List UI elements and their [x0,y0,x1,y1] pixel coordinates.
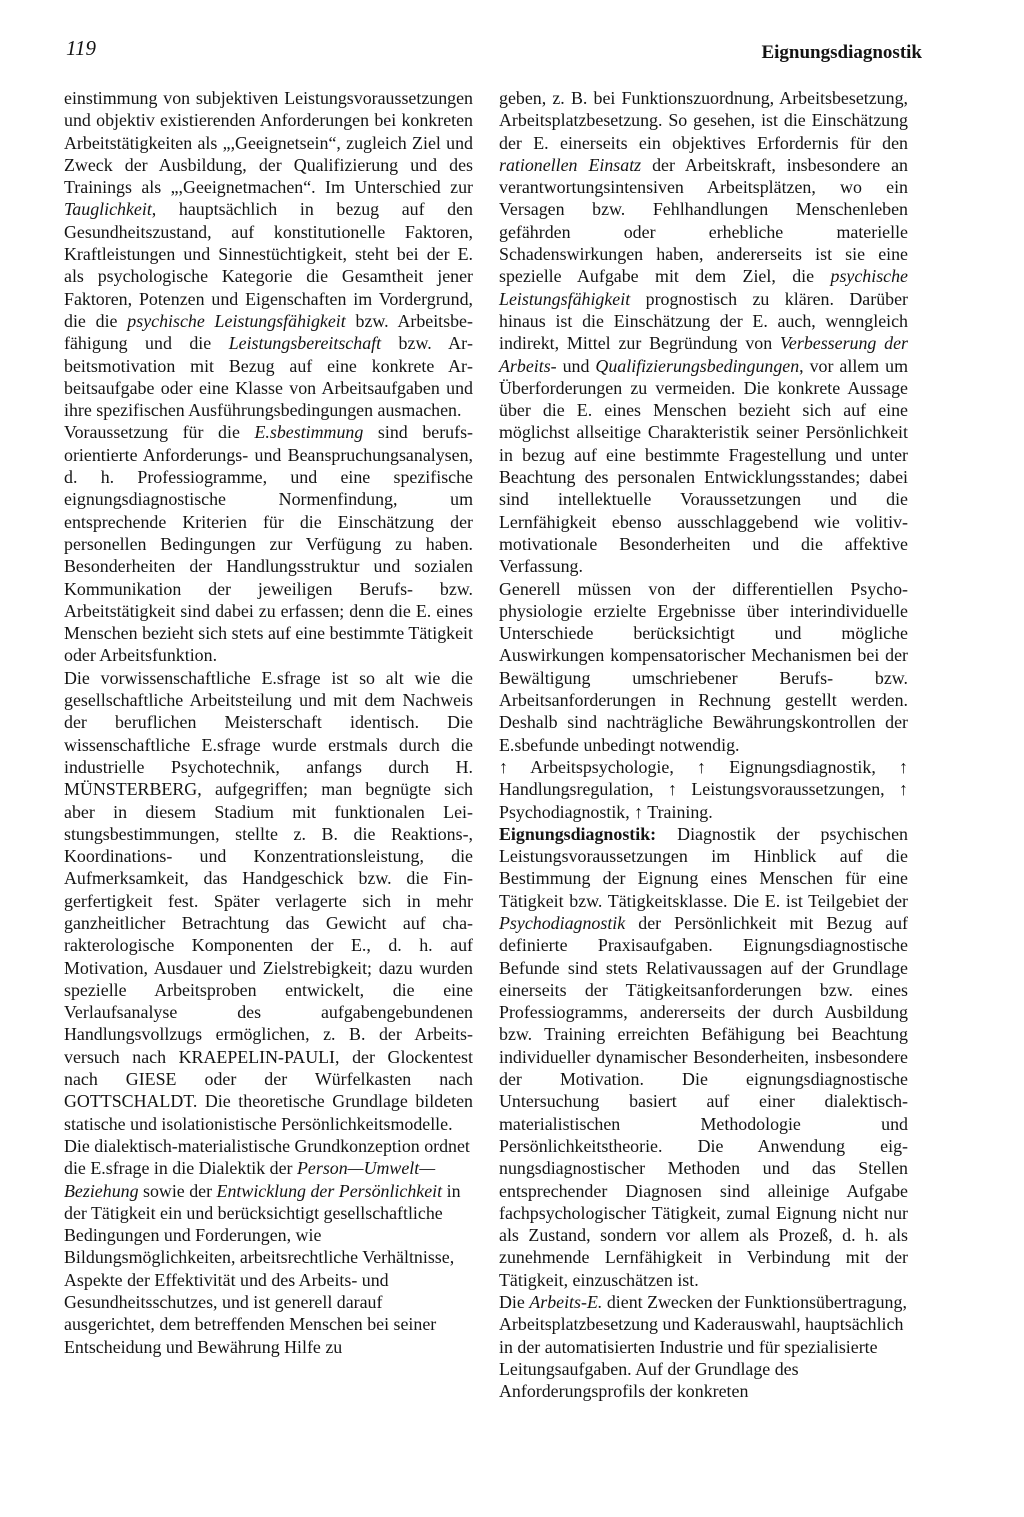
running-head: Eignungsdiagnostik [761,42,922,63]
entry-term: Eignungsdiagnostik: [499,823,657,844]
right-paragraph-1: geben, z. B. bei Funktionszuordnung, Arbeitsbesetzung, Arbeitsplatzbesetzung. So gesehen, ist die Einschätzung der E. einerseits ein objektives Erfordernis für den rationellen Einsatz der Arbeitskraft, insbesondere an verantwortungsintensiven Arbeitsplätzen, wo ein Versagen bzw. Fehlhandlungen Menschenleben gefährden oder erhebliche materielle Schadenswirkungen haben, andererseits ist sie eine spezielle Aufgabe mit dem Ziel, die psychische Leistungsfähigkeit prognostisch zu klären. Darüber hinaus ist die Einschätzung der E. auch, wenngleich indirekt, Mittel zur Begründung von Verbesserung der Arbeits- und Qualifizierungsbedingungen, vor allem um Überforderungen zu vermeiden. Die konkrete Aussage über die E. eines Menschen bezieht sich auf eine möglichst allseitige Charakteristik seiner Persönlichkeit in bezug auf eine bestimmte Fragestellung und unter Beachtung des personalen Entwicklungsstandes; dabei sind intellektuelle Voraussetzungen und die Lernfähigkeit ebenso ausschlaggebend wie volitiv-motivationale Besonderheiten und die affektive Verfassung. [499,88,909,577]
cross-references: ↑ Arbeitspsychologie, ↑ Eignungsdiagnostik, ↑ Handlungsregulation, ↑ Leistungsvoraussetzungen, ↑ Psychodiagnostik, ↑ Training. [499,756,908,822]
right-paragraph-last: Die Arbeits-E. dient Zwecken der Funktionsübertragung, Arbeitsplatzbesetzung und Kaderauswahl, hauptsächlich in der automatisierten Industrie und für spezialisierte Leitungsaufgaben. Auf der Grundlage des Anforderungsprofils der konkreten [499,1292,907,1402]
left-column [64,87,473,1358]
left-paragraph-1: einstimmung von subjektiven Leistungsvoraussetzungen und objektiv existierenden Anforderungen bei konkreten Arbeitstätigkeiten als „,Geeignetsein“, zugleich Ziel und Zweck der Ausbildung, der Qualifizierung und des Trainings als „,Geeignetmachen“. Im Unterschied zur Tauglichkeit, hauptsächlich in bezug auf den Gesundheitszustand, auf konstitutionelle Faktoren, Kraftleistungen und Sinnestüchtigkeit, steht bei der E. als psychologische Kategorie die Gesamtheit jener Faktoren, Potenzen und Eigenschaften im Vordergrund, die die psychische Leistungsfähigkeit bzw. Arbeitsbefähigung und die Leistungsbereitschaft bzw. Arbeitsmotivation mit Bezug auf eine konkrete Arbeitsaufgabe oder eine Klasse von Arbeitsaufgaben und ihre spezifischen Ausführungsbedingungen ausmachen. [64,88,473,421]
left-paragraph-2: Voraussetzung für die E.sbestimmung sind berufsorientierte Anforderungs- und Beanspruchungsanalysen, d. h. Professiogramme, und eine spezifische eignungsdiagnostische Normenfindung, um entsprechende Kriterien für die Einschätzung der personellen Bedingungen zur Verfügung zu haben. Besonderheiten der Handlungsstruktur und sozialen Kommunikation der jeweiligen Berufs- bzw. Arbeitstätigkeit sind dabei zu erfassen; denn die E. eines Menschen bezieht sich stets auf eine bestimmte Tätigkeit oder Arbeitsfunktion. [64,422,473,666]
dictionary-entry: Eignungsdiagnostik: Diagnostik der psychischen Leistungsvoraussetzungen im Hinblick auf die Bestimmung der Eignung eines Menschen für eine Tätigkeit bzw. Tätigkeitsklasse. Die E. ist Teilgebiet der Psychodiagnostik der Persönlichkeit mit Bezug auf definierte Praxisaufgaben. Eignungsdiagnostische Befunde sind stets Relativaussagen auf der Grundlage einerseits der Tätigkeitsanforderungen bzw. eines Professiogramms, andererseits der durch Ausbildung bzw. Training erreichten Befähigung bei Beachtung individueller dynamischer Besonderheiten, insbesondere der Motivation. Die eignungsdiagnostische Untersuchung basiert auf einer dialektisch-materialistischen Methodologie und Persönlichkeitstheorie. Die Anwendung eignungsdiagnostischer Methoden und das Stellen entsprechender Diagnosen sind alleinige Aufgabe fachpsychologischer Tätigkeit, zumal Eignung nicht nur als Zustand, sondern vor allem als Prozeß, d. h. als zunehmende Lernfähigkeit in Verbindung mit der Tätigkeit, einzuschätzen ist. [499,823,908,1290]
left-paragraph-3: Die vorwissenschaftliche E.sfrage ist so alt wie die gesellschaftliche Arbeitsteilung und mit dem Nachweis der beruflichen Meisterschaft identisch. Die wissenschaftliche E.sfrage wurde erstmals durch die industrielle Psychotechnik, anfangs durch H. MÜNSTERBERG, aufgegriffen; man begnügte sich aber in diesem Stadium mit funktionalen Leistungsbestimmungen, stellte z. B. die Reaktions-, Koordinations- und Konzentrationsleistung, die Aufmerksamkeit, das Handgeschick bzw. die Fingerfertigkeit fest. Später verlagerte sich in mehr ganzheitlicher Betrachtung das Gewicht auf charakterologische Komponenten der E., d. h. auf Motivation, Ausdauer und Zielstrebigkeit; dazu wurden spezielle Arbeitsproben entwickelt, die eine Verlaufsanalyse des aufgabengebundenen Handlungsvollzugs ermöglichen, z. B. der Arbeitsversuch nach KRAEPELIN-PAULI, der Glockentest nach GIESE oder der Würfelkasten nach GOTTSCHALDT. Die theoretische Grundlage bildeten statische und isolationistische Persönlichkeitsmodelle. [64,667,473,1134]
left-paragraph-4: Die dialektisch-materialistische Grundkonzeption ordnet die E.sfrage in die Dialektik der Person—Umwelt—Beziehung sowie der Entwicklung der Persönlichkeit in der Tätigkeit ein und berücksichtigt gesellschaftliche Bedingungen und Forderungen, wie Bildungsmöglichkeiten, arbeitsrechtliche Verhältnisse, Aspekte der Effektivität und des Arbeits- und Gesundheitsschutzes, und ist generell darauf ausgerichtet, dem betreffenden Menschen bei seiner Entscheidung und Bewährung Hilfe zu [64,1135,470,1357]
right-paragraph-2: Generell müssen von der differentiellen Psychophysiologie erzielte Ergebnisse über interindividuelle Unterschiede berücksichtigt und mögliche Auswirkungen kompensatorischer Mechanismen bei der Bewältigung umschriebener Berufs- bzw. Arbeitsanforderungen in Rechnung gestellt werden. Deshalb sind nachträgliche Bewährungskontrollen der E.sbefunde unbedingt notwendig. [499,578,908,755]
page-number: 119 [66,36,96,60]
right-column [499,87,908,1403]
